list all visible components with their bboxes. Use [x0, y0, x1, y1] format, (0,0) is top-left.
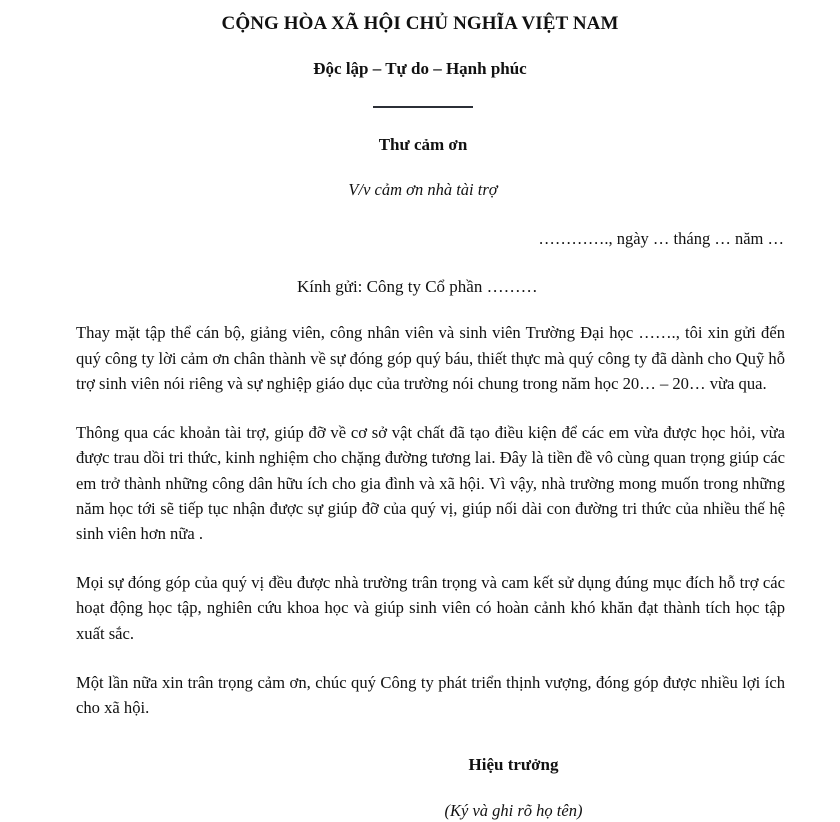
body-block — [76, 320, 785, 720]
national-subheader: Độc lập – Tự do – Hạnh phúc — [313, 58, 527, 78]
national-header: CỘNG HÒA XÃ HỘI CHỦ NGHĨA VIỆT NAM — [221, 13, 619, 34]
signature-block — [0, 754, 840, 822]
header-divider-wrap — [0, 106, 840, 108]
body-paragraph: Một lần nữa xin trân trọng cảm ơn, chúc quý Công ty phát triển thịnh vượng, đóng góp được nhiều lợi ích cho xã hội. — [76, 672, 785, 718]
signature-note: (Ký và ghi rõ họ tên) — [444, 801, 583, 821]
body-paragraph: Mọi sự đóng góp của quý vị đều được nhà trường trân trọng và cam kết sử dụng đúng mục đích hỗ trợ các hoạt động học tập, nghiên cứu khoa học và giúp sinh viên có hoàn cảnh khó khăn đạt thành tích học tập xuất sắc. — [76, 573, 785, 643]
body-paragraph: Thông qua các khoản tài trợ, giúp đỡ về cơ sở vật chất đã tạo điều kiện để các em vừa được học hỏi, vừa được trau dồi tri thức, kinh nghiệm cho chặng đường tương lai. Đây là tiền đề vô cùng quan trọng giúp các em trở thành những công dân hữu ích cho gia đình và xã hội. Vì vậy, nhà trường mong muốn trong những năm học tới sẽ tiếp tục nhận được sự giúp đỡ của quý vị, giúp nối dài con đường tri thức của nhiều thế hệ sinh viên hơn nữa . — [76, 423, 785, 543]
recipient-line: Kính gửi: Công ty Cổ phần ……… — [297, 277, 538, 297]
document-subject: V/v cảm ơn nhà tài trợ — [348, 180, 498, 200]
signature-title: Hiệu trưởng — [468, 755, 559, 775]
body-paragraph: Thay mặt tập thể cán bộ, giảng viên, công nhân viên và sinh viên Trường Đại học ……., tôi xin gửi đến quý công ty lời cảm ơn chân thành về sự đóng góp quý báu, thiết thực mà quý công ty đã dành cho Quỹ hỗ trợ sinh viên nói riêng và sự nghiệp giáo dục của trường nói chung trong năm học 20… – 20… vừa qua. — [76, 323, 785, 393]
date-line: …………., ngày … tháng … năm … — [538, 228, 784, 248]
document-title: Thư cảm ơn — [378, 135, 468, 154]
header-divider — [373, 106, 473, 108]
